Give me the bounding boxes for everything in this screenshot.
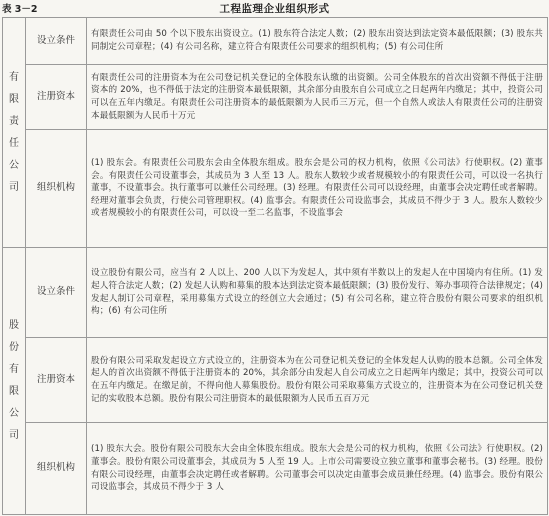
item-label: 注册资本 bbox=[26, 338, 87, 423]
table-row bbox=[3, 18, 548, 65]
table-row bbox=[3, 338, 548, 423]
organization-form-table bbox=[2, 17, 548, 515]
table-row bbox=[3, 248, 548, 338]
table-header bbox=[0, 0, 549, 16]
table-row bbox=[3, 423, 548, 515]
item-label: 设立条件 bbox=[26, 248, 87, 338]
item-label: 注册资本 bbox=[26, 65, 87, 130]
company-type-cell bbox=[3, 248, 26, 515]
item-description: (1) 股东大会。股份有限公司股东大会由全体股东组成。股东大会是公司的权力机构，依照《公司法》行使职权。(2) 董事会。股份有限公司设董事会，其成员为 5 人至 19 人。上市公司需要设立独立董事和董事会秘书。(3) 经理。股份有限公司设经理，由董事会决定聘任或者解聘。公司董事会可以决定由董事会成员兼任经理。(4) 监事会。股份有限公司设监事会，其成员不得少于 3 人 bbox=[87, 423, 548, 515]
item-description: (1) 股东会。有限责任公司股东会由全体股东组成。股东会是公司的权力机构，依照《公司法》行使职权。(2) 董事会。有限责任公司设董事会，其成员为 3 人至 13 人。股东人数较少或者规模较小的有限责任公司，可以设一名执行董事，不设董事会。执行董事可以兼任公司经理。(3) 经理。有限责任公司可以设经理，由董事会决定聘任或者解聘。经理对董事会负责，行使公司管理职权。(4) 监事会。有限责任公司设监事会，其成员不得少于 3 人。股东人数较少或者规模较小的有限责任公司，可以设一至二名监事，不设监事会 bbox=[87, 130, 548, 248]
item-description: 股份有限公司采取发起设立方式设立的，注册资本为在公司登记机关登记的全体发起人认购的股本总额。公司全体发起人的首次出资额不得低于注册资本的 20%，其余部分由发起人自公司成立之日起两年内缴足；其中，投资公司可以在五年内缴足。在缴足前，不得向他人募集股份。股份有限公司采取募集方式设立的，注册资本为在公司登记机关登记的实收股本总额。股份有限公司注册资本的最低限额为人民币五百万元 bbox=[87, 338, 548, 423]
item-description: 设立股份有限公司，应当有 2 人以上、200 人以下为发起人，其中须有半数以上的发起人在中国境内有住所。(1) 发起人符合法定人数；(2) 发起人认购和募集的股本达到法定资本最低限额；(3) 股份发行、筹办事项符合法律规定；(4) 发起人制订公司章程，采用募集方式设立的经创立大会通过；(5) 有公司名称，建立符合股份有限公司要求的组织机构；(6) 有公司住所 bbox=[87, 248, 548, 338]
item-label: 组织机构 bbox=[26, 423, 87, 515]
company-type-label: 有限责任公司 bbox=[9, 71, 19, 193]
company-type-cell bbox=[3, 18, 26, 248]
table-caption: 工程监理企业组织形式 bbox=[219, 3, 330, 15]
table-number: 表 3－2 bbox=[2, 4, 38, 15]
item-label: 组织机构 bbox=[26, 130, 87, 248]
item-label: 设立条件 bbox=[26, 18, 87, 65]
item-description: 有限责任公司的注册资本为在公司登记机关登记的全体股东认缴的出资额。公司全体股东的首次出资额不得低于注册资本的 20%，也不得低于法定的注册资本最低限额，其余部分由股东自公司成立之日起两年内缴足；其中，投资公司可以在五年内缴足。有限责任公司注册资本的最低限额为人民币三万元，但一个自然人或法人有限责任公司的注册资本最低限额为人民币十万元 bbox=[87, 65, 548, 130]
company-type-label: 股份有限公司 bbox=[9, 320, 19, 441]
item-description: 有限责任公司由 50 个以下股东出资设立。(1) 股东符合法定人数；(2) 股东出资达到法定资本最低限额；(3) 股东共同制定公司章程；(4) 有公司名称，建立符合有限责任公司要求的组织机构；(5) 有公司住所 bbox=[87, 18, 548, 65]
table-row bbox=[3, 65, 548, 130]
table-row bbox=[3, 130, 548, 248]
